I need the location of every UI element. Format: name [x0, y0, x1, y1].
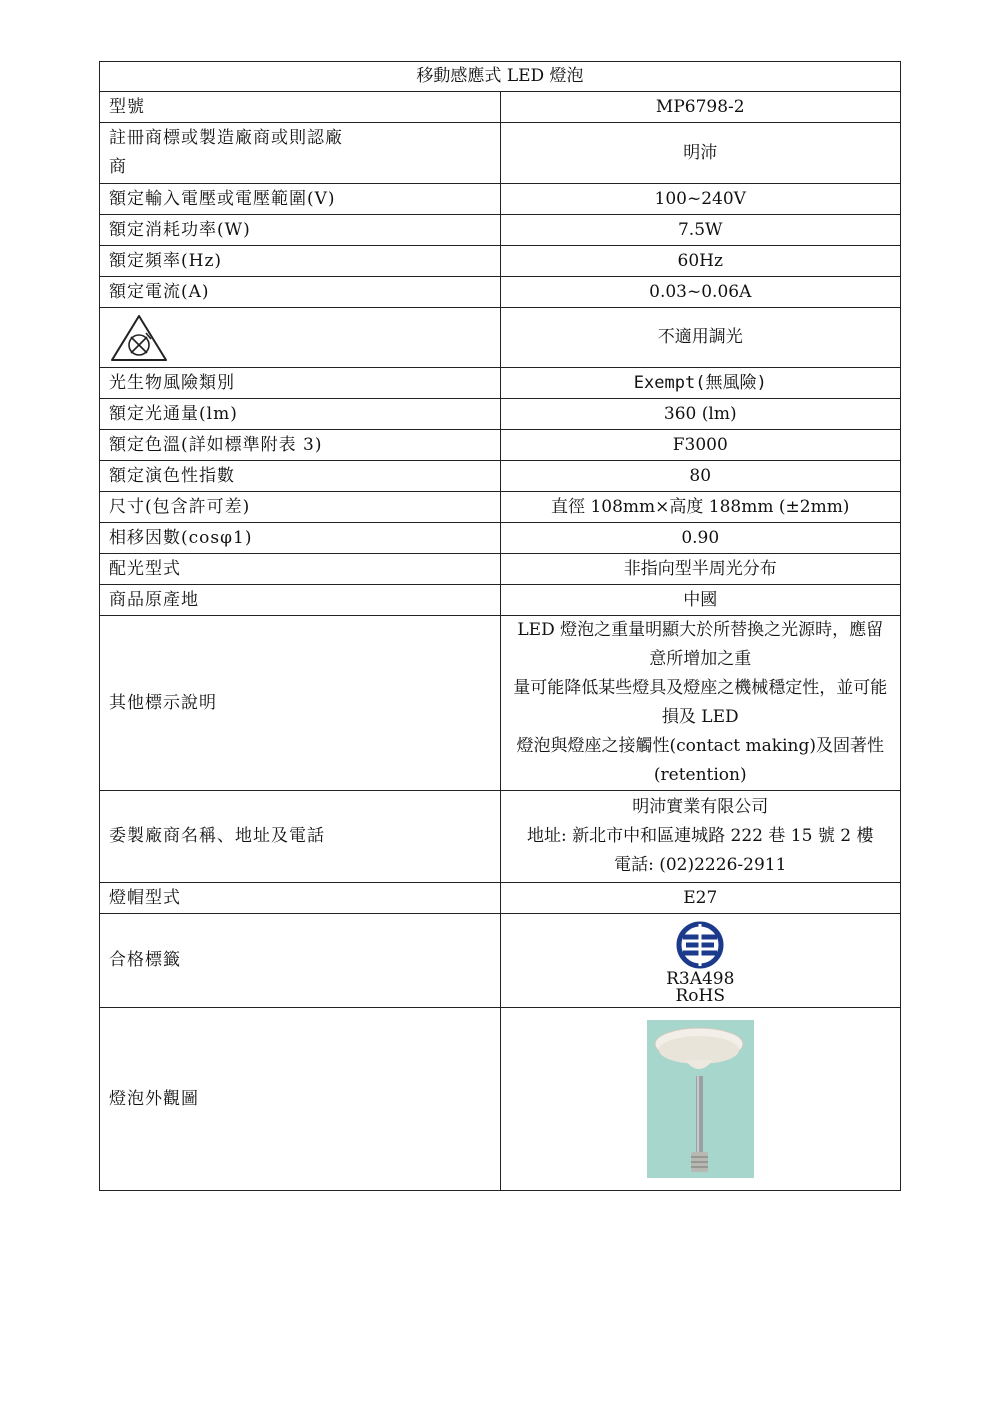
row-label: 其他標示說明	[100, 616, 501, 791]
row-value	[500, 791, 901, 883]
row-value: 80	[500, 461, 901, 492]
row-label: 額定演色性指數	[100, 461, 501, 492]
table-row	[100, 791, 901, 883]
row-value	[500, 616, 901, 791]
table-row	[100, 914, 901, 1008]
table-row	[100, 308, 901, 368]
row-value: 100~240V	[500, 184, 901, 215]
row-label: 委製廠商名稱、地址及電話	[100, 791, 501, 883]
value-line: 量可能降低某些燈具及燈座之機械穩定性，並可能損及 LED	[513, 678, 888, 727]
row-label: 合格標籤	[100, 914, 501, 1008]
value-line: 燈泡與燈座之接觸性(contact making)及固著性(retention)	[516, 736, 885, 785]
table-row	[100, 399, 901, 430]
row-label: 燈帽型式	[100, 883, 501, 914]
row-label: 尺寸(包含許可差)	[100, 492, 501, 523]
row-value: MP6798-2	[500, 92, 901, 123]
table-title: 移動感應式 LED 燈泡	[100, 62, 901, 92]
table-row	[100, 123, 901, 184]
row-value: 明沛	[500, 123, 901, 184]
row-label: 相移因數(cosφ1)	[100, 523, 501, 554]
row-value	[500, 914, 901, 1008]
row-value: 60Hz	[500, 246, 901, 277]
row-label: 型號	[100, 92, 501, 123]
value-line: LED 燈泡之重量明顯大於所替換之光源時，應留意所增加之重	[517, 620, 884, 669]
spec-table	[99, 61, 901, 1191]
bsmi-certification-mark-icon	[674, 919, 726, 971]
rohs-label: RoHS	[675, 985, 725, 1006]
row-value: 非指向型半周光分布	[500, 554, 901, 585]
table-row	[100, 184, 901, 215]
table-row	[100, 523, 901, 554]
row-value: 中國	[500, 585, 901, 616]
table-row	[100, 461, 901, 492]
row-value: 360 (lm)	[500, 399, 901, 430]
table-row	[100, 277, 901, 308]
row-label: 燈泡外觀圖	[100, 1008, 501, 1191]
row-value: Exempt(無風險)	[500, 368, 901, 399]
label-line: 註冊商標或製造廠商或則認廠	[109, 128, 343, 148]
row-value: 直徑 108mm×高度 188mm (±2mm)	[500, 492, 901, 523]
table-row	[100, 246, 901, 277]
row-label: 額定色溫(詳如標準附表 3)	[100, 430, 501, 461]
row-value: F3000	[500, 430, 901, 461]
led-bulb-photo-icon	[647, 1020, 754, 1178]
row-label	[100, 123, 501, 184]
row-label: 額定頻率(Hz)	[100, 246, 501, 277]
row-label: 額定輸入電壓或電壓範圍(V)	[100, 184, 501, 215]
table-row	[100, 62, 901, 92]
row-value: 7.5W	[500, 215, 901, 246]
non-dimmable-triangle-icon	[109, 313, 169, 363]
row-label: 配光型式	[100, 554, 501, 585]
row-label: 額定消耗功率(W)	[100, 215, 501, 246]
table-row	[100, 883, 901, 914]
value-line: 地址: 新北市中和區連城路 222 巷 15 號 2 樓	[527, 826, 874, 846]
label-line: 商	[109, 157, 127, 177]
table-row	[100, 92, 901, 123]
certificate-code: R3A498	[666, 968, 735, 989]
table-row	[100, 215, 901, 246]
value-line: 電話: (02)2226-2911	[614, 855, 787, 875]
row-label: 額定電流(A)	[100, 277, 501, 308]
table-row	[100, 1008, 901, 1191]
table-row	[100, 554, 901, 585]
row-label	[100, 308, 501, 368]
table-row	[100, 430, 901, 461]
row-value: 0.03~0.06A	[500, 277, 901, 308]
table-row	[100, 492, 901, 523]
row-label: 額定光通量(lm)	[100, 399, 501, 430]
row-label: 光生物風險類別	[100, 368, 501, 399]
row-value: 0.90	[500, 523, 901, 554]
table-row	[100, 616, 901, 791]
table-row	[100, 585, 901, 616]
row-label: 商品原產地	[100, 585, 501, 616]
row-value: E27	[500, 883, 901, 914]
row-value: 不適用調光	[500, 308, 901, 368]
row-value	[500, 1008, 901, 1191]
table-row	[100, 368, 901, 399]
value-line: 明沛實業有限公司	[632, 797, 769, 817]
